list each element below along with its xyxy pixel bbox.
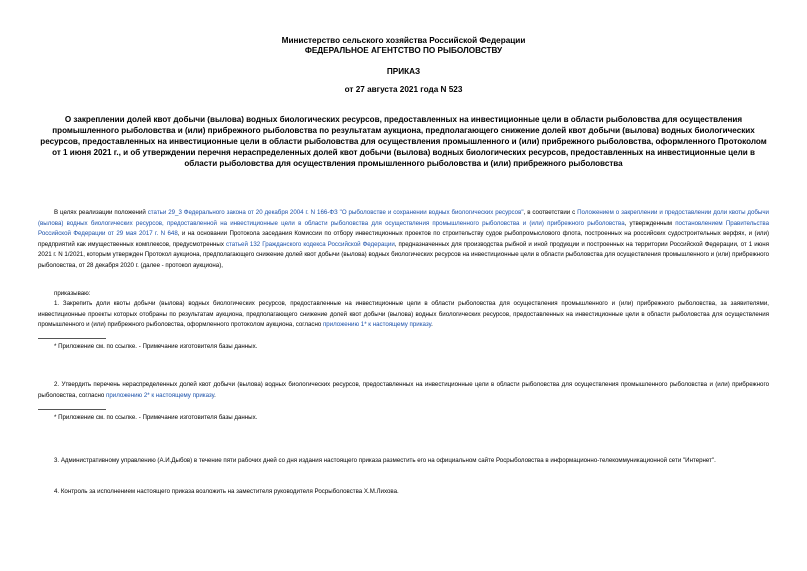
item-1-paragraph	[38, 299, 769, 331]
law-link[interactable]: статьи 29_3 Федерального закона от 20 декабря 2004 г. N 166-ФЗ "О рыболовстве и сохранении водных биологических ресурсов"	[147, 209, 524, 216]
document-title: О закреплении долей квот добычи (вылова) водных биологических ресурсов, предоставленных на инвестиционные цели в области рыболовства для осуществления промышленного рыболовства и (или) прибрежного рыболовства по результатам аукциона, предполагающего снижение долей квот добычи (вылова) водных биологических ресурсов, предоставленных на инвестиционные цели в области рыболовства для осуществления промышленного и (или) прибрежного рыболовства, оформленного Протоколом от 1 июня 2021 г., и об утверждении перечня нераспределенных долей квот добычи (вылова) водных биологических ресурсов, предоставленных на инвестиционные цели в области рыболовства для осуществления промышленного рыболовства и (или) прибрежного рыболовства	[40, 115, 767, 168]
preamble-text: , и на основании Протокола заседания Комиссии по отбору инвестиционных проектов по строительству судов рыбопромыслового флота, построенных на российских судостроительных верфях, и (или) предприятий как имущественных комплексов, предусмотренных	[38, 230, 769, 248]
item-2-end: .	[214, 391, 216, 399]
doc-type-heading: ПРИКАЗ	[386, 67, 421, 76]
ministry-heading: Министерство сельского хозяйства Российской Федерации	[281, 36, 526, 45]
footnote-2: * Приложение см. по ссылке. - Примечание изготовителя базы данных.	[54, 414, 258, 421]
footnote-separator	[38, 409, 106, 410]
regulation-link[interactable]: Положением о закреплении и предоставлении доли квоты добычи (вылова) водных биологических ресурсов, предоставленной на инвестиционные цели в области рыболовства для осуществления промышленного рыболовства и (или) прибрежного рыболовства	[38, 209, 769, 227]
item-2-paragraph	[38, 380, 769, 401]
preamble-text: , предназначенных для производства рыбной и иной продукции и построенных на территории Российской Федерации, от 1 июня 2021 г. N 1/2021, которым утвержден Протокол аукциона, предполагающего снижение долей квот добычи (вылова) водных биологических ресурсов на инвестиционные цели в области рыболовства для осуществления промышленного и (или) прибрежного рыболовства, от 28 декабря 2020 г. (далее - протокол аукциона),	[38, 240, 769, 269]
government-decree-link[interactable]: постановлением Правительства Российской Федерации от 29 мая 2017 г. N 648	[38, 219, 769, 237]
item-1-text: 1. Закрепить доли квоты добычи (вылова) водных биологических ресурсов, предоставленные на инвестиционные цели в области рыболовства для осуществления промышленного и (или) прибрежного рыболовства, за заявителями, инвестиционные проекты которых отобраны по результатам аукциона, предполагающего снижение долей квот добычи (вылова) водных биологических ресурсов, предоставленных на инвестиционные цели в области рыболовства для осуществления промышленного и (или) прибрежного рыболовства, оформленного протоколом аукциона, согласно	[38, 300, 769, 328]
footnote-1: * Приложение см. по ссылке. - Примечание изготовителя базы данных.	[54, 343, 258, 350]
preamble-paragraph	[38, 208, 769, 271]
preamble-text: , утвержденным	[624, 219, 676, 227]
date-number: от 27 августа 2021 года N 523	[344, 85, 463, 94]
preamble-text: В целях реализации положений	[54, 209, 148, 216]
item-4-paragraph: 4. Контроль за исполнением настоящего приказа возложить на заместителя руководителя Росрыболовства Х.М.Лихова.	[54, 488, 399, 495]
footnote-separator	[38, 338, 106, 339]
item-1-end: .	[431, 321, 433, 328]
item-2-text: 2. Утвердить перечень нераспределенных долей квот добычи (вылова) водных биологических ресурсов, предоставленных на инвестиционные цели в области рыболовства для осуществления промышленного рыболовства и (или) прибрежного рыболовства, согласно	[38, 381, 769, 399]
agency-heading: ФЕДЕРАЛЬНОЕ АГЕНТСТВО ПО РЫБОЛОВСТВУ	[304, 46, 503, 55]
civil-code-link[interactable]: статьей 132 Гражданского кодекса Российской Федерации	[225, 240, 395, 248]
appendix-2-link[interactable]: приложению 2* к настоящему приказу	[106, 391, 215, 399]
order-word: приказываю:	[54, 290, 91, 297]
preamble-text: , в соответствии с	[523, 209, 578, 216]
item-3-paragraph: 3. Административному управлению (А.И.Дыбов) в течение пяти рабочих дней со дня издания настоящего приказа разместить его на официальном сайте Росрыболовства в информационно-телекоммуникационной сети "Интернет".	[54, 457, 716, 464]
appendix-1-link[interactable]: приложению 1* к настоящему приказу	[322, 321, 432, 328]
